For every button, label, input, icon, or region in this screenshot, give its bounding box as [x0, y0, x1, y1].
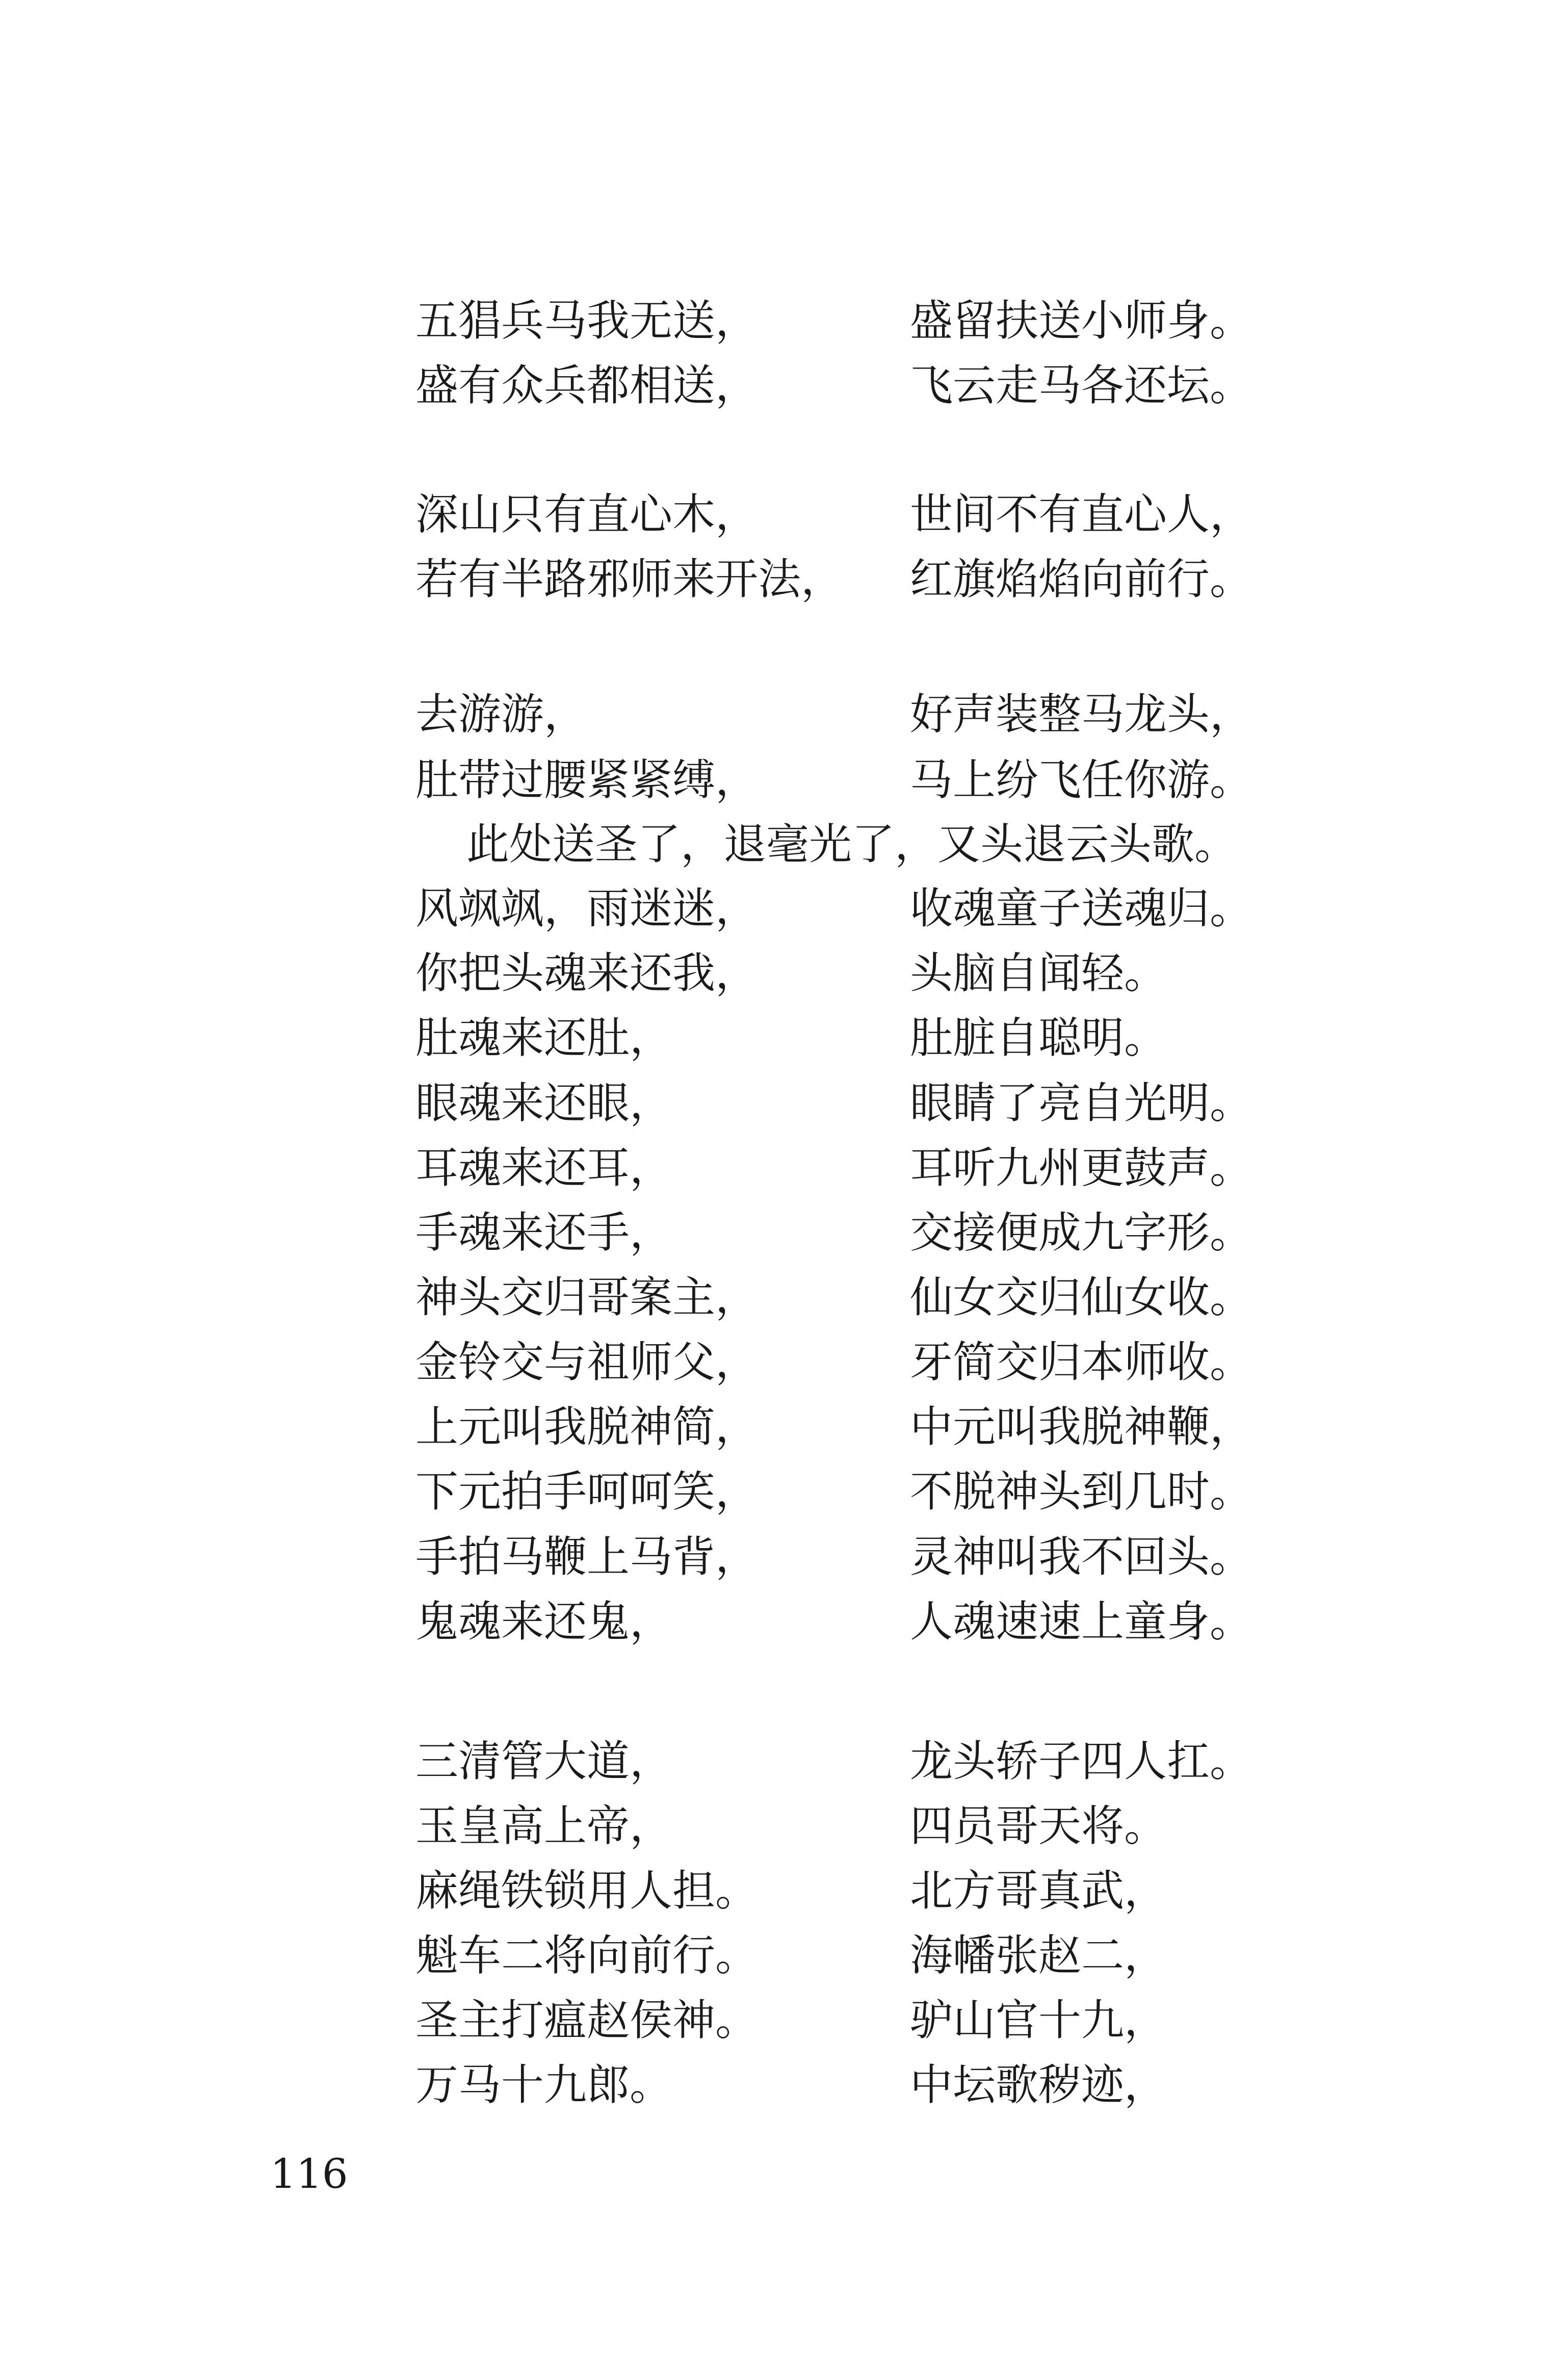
prose-line	[0, 812, 1566, 877]
verse-line	[0, 288, 1566, 353]
verse-line	[0, 546, 1566, 612]
verse-right: 好声装整马龙头，	[910, 689, 1253, 739]
verse-right: 仙女交归仙女收。	[910, 1272, 1253, 1322]
verse-line	[0, 682, 1566, 747]
verse-left: 风飒飒，雨迷迷，	[415, 883, 759, 933]
verse-left: 若有半路邪师来开法，	[415, 554, 844, 604]
verse-left: 上元叫我脱神简，	[415, 1402, 759, 1452]
verse-left: 三清管大道，	[415, 1736, 673, 1786]
verse-left: 神头交归哥案主，	[415, 1272, 759, 1322]
verse-right: 世间不有直心人，	[910, 489, 1253, 539]
verse-right: 北方哥真武，	[910, 1866, 1167, 1916]
verse-left: 去游游，	[415, 689, 587, 739]
verse-left: 魁车二将向前行。	[415, 1930, 759, 1980]
verse-left: 手魂来还手，	[415, 1208, 673, 1258]
verse-right: 牙简交归本师收。	[910, 1337, 1253, 1387]
verse-line	[0, 940, 1566, 1006]
verse-left: 盛有众兵都相送，	[415, 360, 759, 410]
verse-left: 玉皇高上帝，	[415, 1801, 673, 1851]
verse-right: 交接便成九字形。	[910, 1208, 1253, 1258]
verse-line	[0, 482, 1566, 547]
verse-left: 你把头魂来还我，	[415, 948, 759, 998]
verse-line	[0, 1729, 1566, 1794]
verse-right: 马上纷飞任你游。	[910, 755, 1253, 805]
verse-line	[0, 1524, 1566, 1589]
verse-line	[0, 1005, 1566, 1070]
verse-line	[0, 1070, 1566, 1136]
verse-left: 万马十九郎。	[415, 2060, 673, 2110]
verse-line	[0, 1923, 1566, 1988]
verse-line	[0, 1589, 1566, 1654]
verse-line	[0, 1858, 1566, 1923]
verse-right: 四员哥天将。	[910, 1801, 1167, 1851]
verse-left: 下元拍手呵呵笑，	[415, 1467, 759, 1516]
verse-right: 收魂童子送魂归。	[910, 883, 1253, 933]
verse-right: 眼睛了亮自光明。	[910, 1078, 1253, 1128]
verse-right: 海幡张赵二，	[910, 1930, 1167, 1980]
verse-line	[0, 1200, 1566, 1265]
verse-right: 龙头轿子四人扛。	[910, 1736, 1253, 1786]
verse-line	[0, 1793, 1566, 1859]
verse-left: 眼魂来还眼，	[415, 1078, 673, 1128]
verse-left: 圣主打瘟赵侯神。	[415, 1995, 759, 2045]
verse-left: 深山只有直心木，	[415, 489, 759, 539]
verse-left: 麻绳铁锁用人担。	[415, 1866, 759, 1916]
verse-right: 灵神叫我不回头。	[910, 1532, 1253, 1582]
verse-left: 手拍马鞭上马背，	[415, 1532, 759, 1582]
verse-line	[0, 876, 1566, 941]
verse-right: 中坛歌秽迹，	[910, 2060, 1167, 2110]
verse-right: 盛留扶送小师身。	[910, 296, 1253, 346]
verse-right: 耳听九州更鼓声。	[910, 1143, 1253, 1193]
verse-left: 金铃交与祖师父，	[415, 1337, 759, 1387]
verse-line	[0, 1265, 1566, 1330]
verse-right: 人魂速速上童身。	[910, 1597, 1253, 1646]
verse-right: 肚脏自聪明。	[910, 1013, 1167, 1063]
verse-line	[0, 1394, 1566, 1459]
verse-left: 耳魂来还耳，	[415, 1143, 673, 1193]
verse-left: 肚魂来还肚，	[415, 1013, 673, 1063]
verse-right: 不脱神头到几时。	[910, 1467, 1253, 1516]
page-number: 116	[270, 2150, 348, 2198]
verse-line	[0, 1987, 1566, 2053]
verse-line	[0, 1135, 1566, 1200]
verse-line	[0, 2052, 1566, 2117]
verse-right: 红旗焰焰向前行。	[910, 554, 1253, 604]
verse-line	[0, 747, 1566, 813]
verse-left: 五猖兵马我无送，	[415, 296, 759, 346]
verse-right: 驴山官十九，	[910, 1995, 1167, 2045]
verse-left: 鬼魂来还鬼，	[415, 1597, 673, 1646]
verse-right: 头脑自闻轻。	[910, 948, 1167, 998]
verse-line	[0, 1459, 1566, 1524]
verse-line	[0, 353, 1566, 418]
verse-right: 飞云走马各还坛。	[910, 360, 1253, 410]
verse-right: 中元叫我脱神鞭，	[910, 1402, 1253, 1452]
verse-line	[0, 1329, 1566, 1395]
prose-text: 此处送圣了，退毫光了，又头退云头歌。	[466, 819, 1238, 869]
verse-left: 肚带过腰紧紧缚，	[415, 755, 759, 805]
